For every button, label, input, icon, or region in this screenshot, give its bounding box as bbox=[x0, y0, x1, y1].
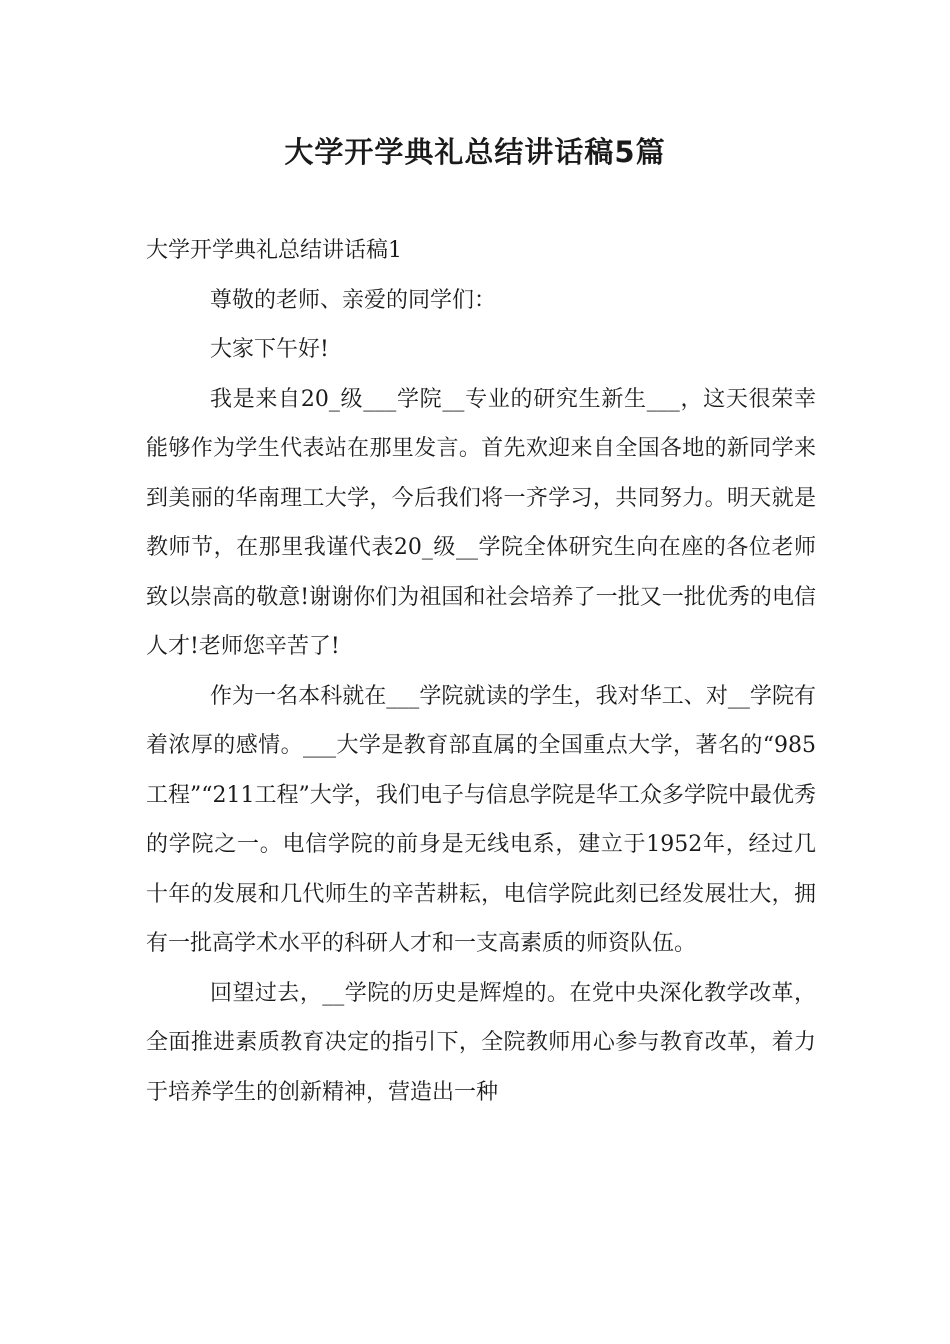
paragraph-school-background: 作为一名本科就在___学院就读的学生，我对华工、对__学院有着浓厚的感情。___大学是教育部直属的全国重点大学，著名的“985工程”“211工程”大学，我们电子与信息学院是华工众多学院中最优秀的学院之一。电信学院的前身是无线电系，建立于1952年，经过几十年的发展和几代师生的辛苦耕耘，电信学院此刻已经发展壮大，拥有一批高学术水平的科研人才和一支高素质的师资队伍。 bbox=[146, 683, 816, 956]
paragraph-salutation: 尊敬的老师、亲爱的同学们： bbox=[210, 287, 497, 313]
paragraph-history: 回望过去，__学院的历史是辉煌的。在党中央深化教学改革，全面推进素质教育决定的指引下，全院教师用心参与教育改革，着力于培养学生的创新精神，营造出一种 bbox=[146, 980, 816, 1105]
document-body bbox=[146, 226, 816, 1117]
section-heading: 大学开学典礼总结讲话稿1 bbox=[146, 238, 402, 263]
paragraph-introduction: 我是来自20_级___学院__专业的研究生新生___，这天很荣幸能够作为学生代表站在那里发言。首先欢迎来自全国各地的新同学来到美丽的华南理工大学，今后我们将一齐学习，共同努力。明天就是教师节，在那里我谨代表20_级__学院全体研究生向在座的各位老师致以崇高的敬意!谢谢你们为祖国和社会培养了一批又一批优秀的电信人才!老师您辛苦了! bbox=[146, 386, 816, 659]
document-title: 大学开学典礼总结讲话稿5篇 bbox=[284, 135, 666, 169]
paragraph-greeting: 大家下午好! bbox=[210, 337, 329, 362]
